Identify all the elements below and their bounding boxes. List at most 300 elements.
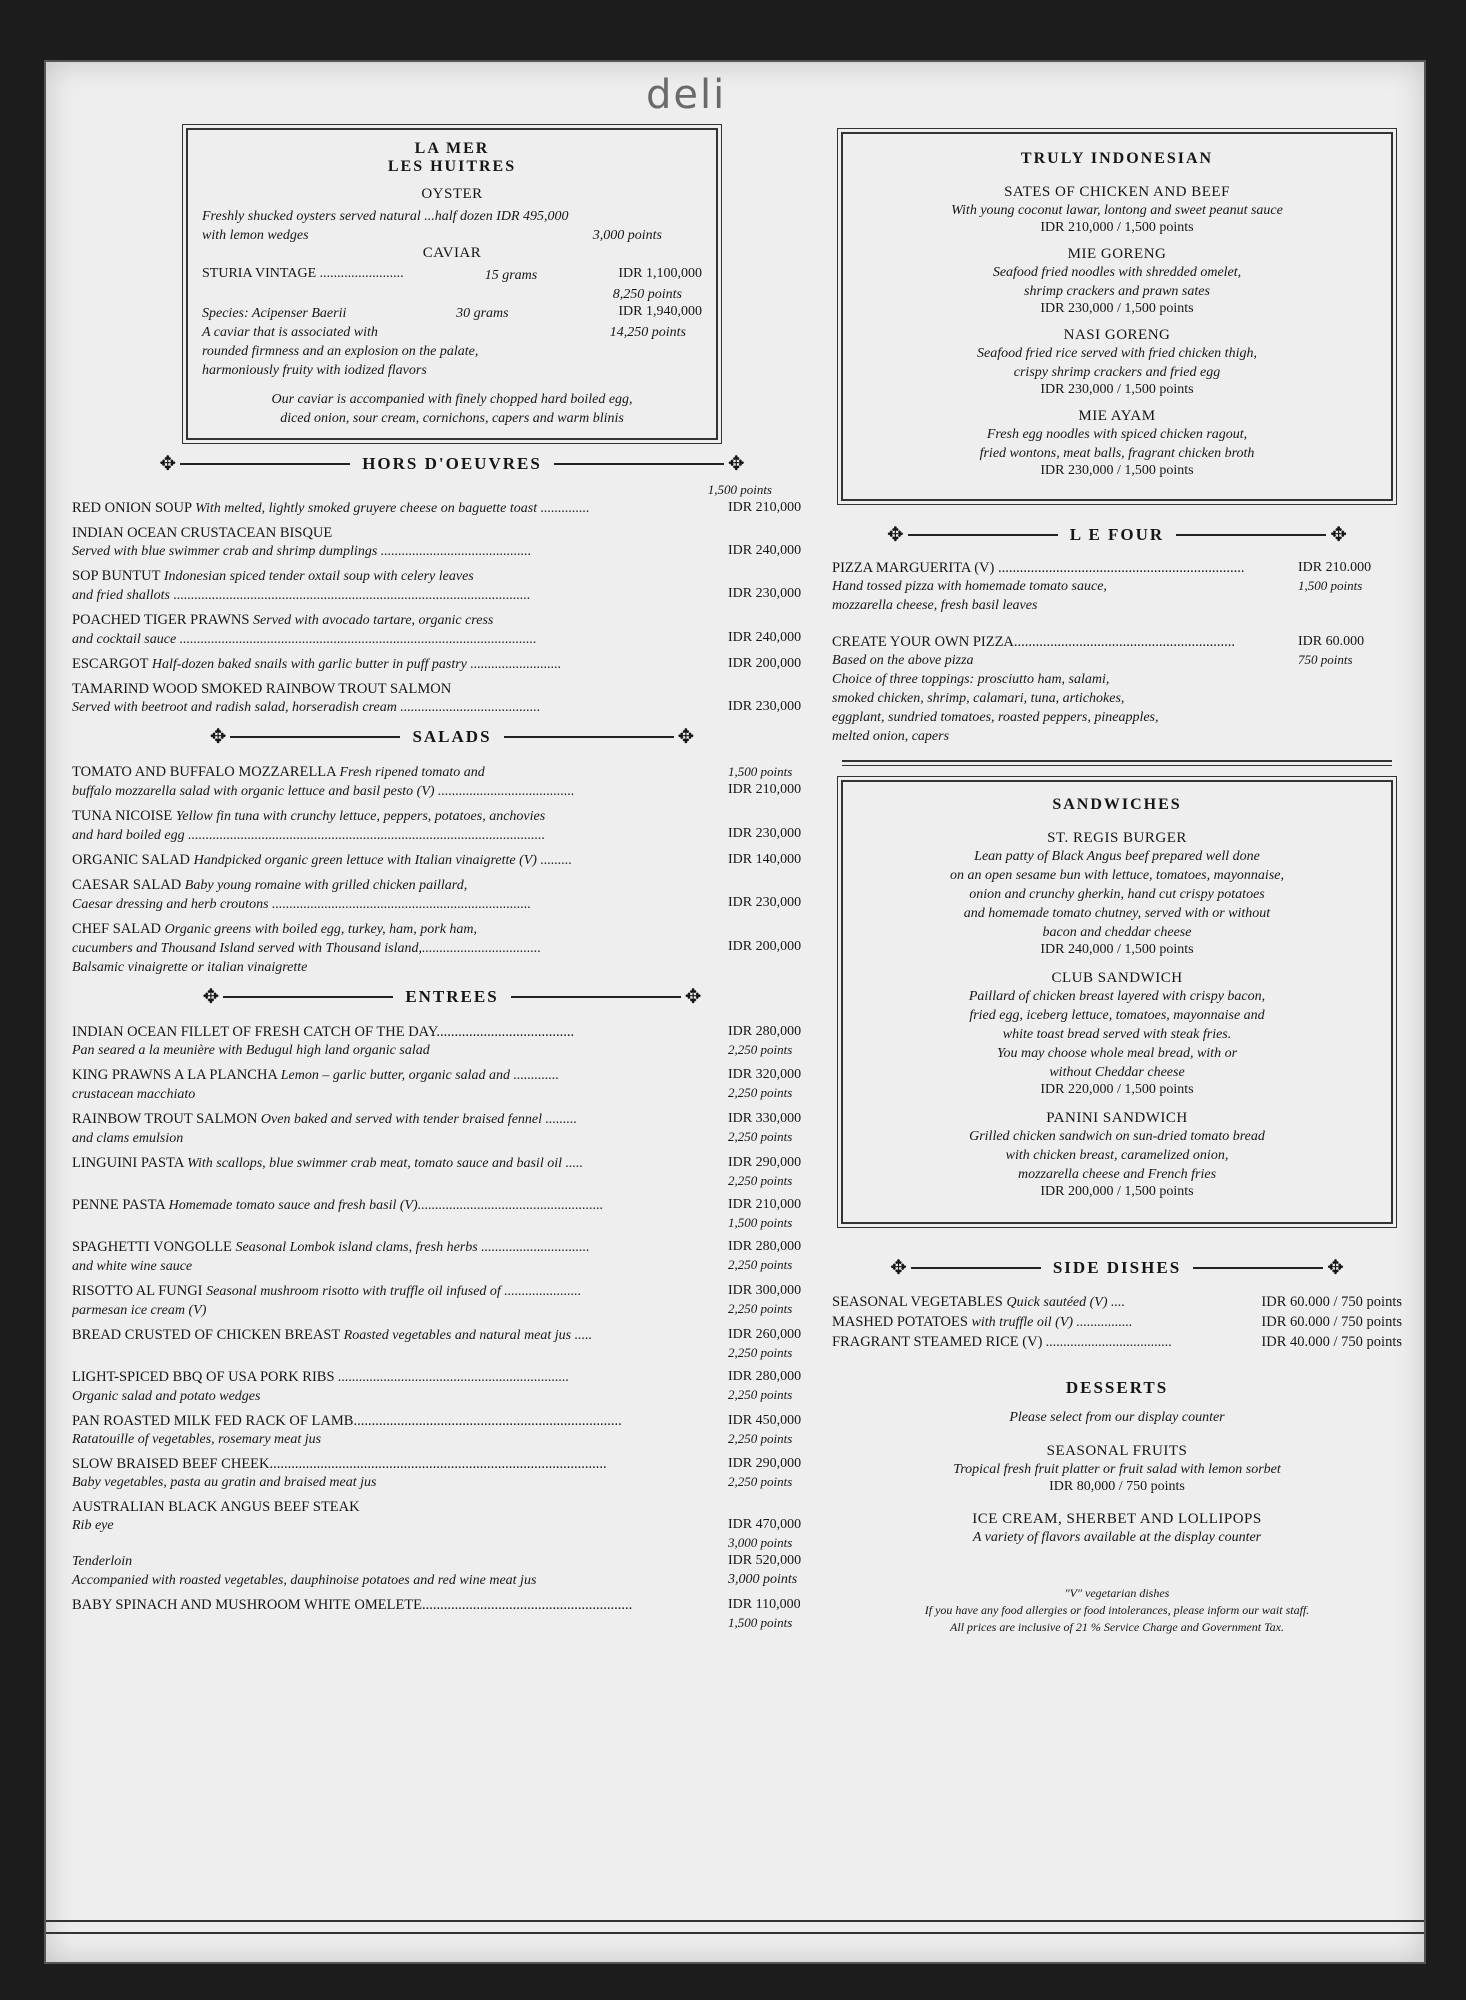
menu-item-name: LIGHT-SPICED BBQ OF USA PORK RIBS	[72, 1369, 335, 1385]
pizza-points: 1,500 points	[1298, 578, 1363, 593]
menu-item-price: IDR 290,000	[728, 1456, 802, 1471]
pizza-name: PIZZA MARGUERITA (V) ....................................................................	[832, 560, 1245, 576]
side-dish-name: SEASONAL VEGETABLES	[832, 1294, 1003, 1310]
menu-item-row	[72, 1412, 832, 1449]
sandwiches-list	[857, 830, 1377, 1200]
tender-label: Tenderloin	[72, 1554, 133, 1569]
species-row	[202, 304, 702, 323]
menu-item-line	[72, 763, 720, 782]
menu-item-row	[72, 1326, 832, 1362]
four-heading: L E FOUR	[1069, 525, 1165, 544]
menu-item-desc-2: Baby vegetables, pasta au gratin and braised meat jus	[72, 1475, 377, 1490]
create-name: CREATE YOUR OWN PIZZA.............................................................	[832, 634, 1236, 650]
deli-logo: deli	[646, 72, 727, 118]
hors-list	[72, 499, 832, 717]
menu-item-line	[72, 1110, 720, 1129]
menu-item-desc-2: buffalo mozzarella salad with organic lettuce and basil pesto (V) .......................................	[72, 784, 575, 799]
ornament-icon: ✥	[890, 1257, 907, 1279]
caviar-desc-1: A caviar that is associated with	[202, 325, 378, 340]
menu-item-text	[72, 763, 728, 801]
menu-item-price-block	[728, 920, 832, 956]
truly-item-name: MIE AYAM	[1078, 408, 1156, 424]
side-dish-name: FRAGRANT STEAMED RICE (V)	[832, 1334, 1043, 1350]
menu-item-line	[72, 1282, 720, 1301]
truly-item-desc-1: Seafood fried noodles with shredded omelet,	[992, 265, 1242, 280]
menu-item-points: 2,250 points	[728, 1173, 793, 1188]
truly-item	[857, 408, 1377, 479]
menu-item-line	[72, 1154, 720, 1173]
left-column	[72, 124, 832, 1638]
menu-item-price: IDR 200,000	[728, 656, 802, 671]
menu-item-desc: Organic greens with boiled egg, turkey, ham, pork ham,	[164, 922, 478, 937]
menu-item-row	[72, 680, 832, 717]
ornament-icon: ✥	[159, 453, 177, 475]
menu-item-desc-2: and cocktail sauce ......................................................................................................	[72, 632, 537, 647]
menu-item-text	[72, 851, 728, 870]
truly-item-desc-1: Seafood fried rice served with fried chicken thigh,	[977, 346, 1257, 361]
salads-heading: SALADS	[412, 727, 492, 746]
create-desc-1: Based on the above pizza	[832, 653, 974, 668]
salads-list	[72, 763, 832, 977]
hors-separator	[72, 454, 832, 474]
side-dish-desc: Quick sautéed (V) ....	[1006, 1295, 1126, 1310]
menu-item-price-block	[728, 524, 832, 560]
menu-item-price-block	[728, 1282, 832, 1318]
menu-item-line	[72, 807, 720, 826]
ornament-icon: ✥	[1330, 524, 1347, 546]
sturia-row	[202, 266, 702, 285]
sandwiches-title: SANDWICHES	[1052, 796, 1182, 813]
menu-item-points: 2,250 points	[728, 1387, 793, 1402]
truly-item-price: IDR 230,000 / 1,500 points	[1040, 301, 1194, 316]
rib-points: 3,000 points	[728, 1535, 793, 1550]
menu-item-text	[72, 567, 728, 605]
menu-item-line	[72, 1066, 720, 1085]
menu-item-text	[72, 1326, 728, 1345]
menu-item-row	[72, 1196, 832, 1232]
sandwich-desc-line: and homemade tomato chutney, served with or without	[963, 906, 1271, 921]
menu-item-points: 1,500 points	[728, 764, 793, 779]
menu-item-price-block	[728, 1023, 832, 1059]
side-dish-price: IDR 40.000 / 750 points	[1261, 1334, 1402, 1350]
menu-item-price: IDR 280,000	[728, 1369, 802, 1384]
menu-item-row	[72, 1154, 832, 1190]
bottom-divider	[46, 1920, 1424, 1922]
menu-item-line	[72, 567, 720, 586]
caviar-note-1: Our caviar is accompanied with finely chopped hard boiled egg,	[271, 392, 633, 407]
truly-title: TRULY INDONESIAN	[1020, 150, 1214, 167]
menu-item-price: IDR 300,000	[728, 1283, 802, 1298]
create-desc-4: eggplant, sundried tomatoes, roasted peppers, pineapples,	[832, 710, 1159, 725]
menu-item-name: PENNE PASTA	[72, 1197, 165, 1213]
pizza-desc-1: Hand tossed pizza with homemade tomato sauce,	[832, 579, 1107, 594]
menu-item-price-block	[728, 499, 832, 517]
side-dish-price: IDR 60.000 / 750 points	[1261, 1314, 1402, 1330]
ornament-icon: ✥	[1327, 1257, 1344, 1279]
sandwich-item	[857, 970, 1377, 1098]
menu-item-desc-2: crustacean macchiato	[72, 1087, 196, 1102]
menu-item-name: SOP BUNTUT	[72, 568, 161, 584]
fruits-name: SEASONAL FRUITS	[1046, 1443, 1188, 1459]
sides-heading: SIDE DISHES	[1052, 1258, 1182, 1277]
menu-item-line	[72, 524, 720, 542]
menu-item-desc-2: Organic salad and potato wedges	[72, 1389, 261, 1404]
menu-item-price-block	[728, 763, 832, 799]
menu-item-points: 2,250 points	[728, 1345, 793, 1360]
rib-price: IDR 470,000	[728, 1517, 802, 1532]
menu-item-price: IDR 450,000	[728, 1413, 802, 1428]
sandwich-desc-line: bacon and cheddar cheese	[1042, 925, 1192, 940]
rib-label: Rib eye	[72, 1518, 114, 1533]
menu-item-text	[72, 1282, 728, 1320]
create-desc-5: melted onion, capers	[832, 729, 950, 744]
bottom-divider-2	[46, 1932, 1424, 1934]
oyster-points: 3,000 points	[592, 228, 662, 243]
side-dish-row	[822, 1332, 1412, 1352]
beef-name: AUSTRALIAN BLACK ANGUS BEEF STEAK	[72, 1499, 360, 1515]
menu-item-text	[72, 524, 728, 561]
ice-name: ICE CREAM, SHERBET AND LOLLIPOPS	[972, 1511, 1262, 1527]
sandwich-desc-line: Paillard of chicken breast layered with crispy bacon,	[968, 989, 1266, 1004]
rib-price-block	[728, 1516, 832, 1552]
menu-item-name: KING PRAWNS A LA PLANCHA	[72, 1067, 278, 1083]
menu-item-text	[72, 1023, 728, 1060]
menu-item-text	[72, 655, 728, 674]
menu-item-text	[72, 807, 728, 845]
menu-item-desc-2: Ratatouille of vegetables, rosemary meat jus	[72, 1432, 322, 1447]
truly-item-desc-1: With young coconut lawar, lontong and sweet peanut sauce	[951, 203, 1283, 218]
sandwich-desc-line: mozzarella cheese and French fries	[1017, 1167, 1217, 1182]
menu-item-price: IDR 330,000	[728, 1111, 802, 1126]
menu-item-price: IDR 210,000	[728, 500, 802, 515]
sandwich-item	[857, 830, 1377, 958]
sandwich-desc-line: Grilled chicken sandwich on sun-dried tomato bread	[969, 1129, 1265, 1144]
menu-item-desc: Seasonal Lombok island clams, fresh herbs ...............................	[235, 1240, 590, 1255]
menu-item-price-block	[728, 680, 832, 716]
rib-row	[72, 1516, 832, 1552]
truly-item-desc-2: shrimp crackers and prawn sates	[1024, 284, 1210, 299]
menu-item-name: TUNA NICOISE	[72, 808, 173, 824]
menu-item-name: LINGUINI PASTA	[72, 1155, 184, 1171]
sandwich-name: CLUB SANDWICH	[1051, 970, 1183, 986]
menu-item-desc: Handpicked organic green lettuce with Italian vinaigrette (V) .........	[193, 853, 572, 868]
la-mer-title: LA MER	[414, 140, 490, 157]
menu-item-price: IDR 140,000	[728, 852, 802, 867]
sandwich-price: IDR 200,000 / 1,500 points	[1040, 1184, 1194, 1199]
truly-item-desc-2: crispy shrimp crackers and fried egg	[1013, 365, 1221, 380]
menu-item-desc: Baby young romaine with grilled chicken paillard,	[184, 878, 468, 893]
menu-item-name: BREAD CRUSTED OF CHICKEN BREAST	[72, 1327, 341, 1343]
sandwich-name: PANINI SANDWICH	[1046, 1110, 1188, 1126]
side-dish-desc: ....................................	[1046, 1335, 1173, 1350]
four-section	[822, 559, 1412, 746]
side-dish-row	[822, 1292, 1412, 1312]
menu-item-price-block	[728, 1412, 832, 1448]
menu-item-price: IDR 290,000	[728, 1155, 802, 1170]
ornament-icon: ✥	[677, 726, 695, 748]
sandwich-desc-line: with chicken breast, caramelized onion,	[1005, 1148, 1229, 1163]
menu-item-name: TAMARIND WOOD SMOKED RAINBOW TROUT SALMON	[72, 681, 452, 697]
menu-item-desc: Half-dozen baked snails with garlic butter in puff pastry ..........................	[151, 657, 562, 672]
menu-item-text	[72, 611, 728, 649]
beef-row	[72, 1498, 832, 1516]
menu-item-price: IDR 240,000	[728, 543, 802, 558]
sandwich-desc-line: fried egg, iceberg lettuce, tomatoes, mayonnaise and	[969, 1008, 1265, 1023]
menu-item-desc: Yellow fin tuna with crunchy lettuce, peppers, potatoes, anchovies	[175, 809, 546, 824]
tender-row	[72, 1552, 832, 1571]
menu-item-row	[72, 1368, 832, 1406]
hors-heading: HORS D'OEUVRES	[362, 454, 542, 473]
menu-item-name: CHEF SALAD	[72, 921, 162, 937]
menu-item-desc-2: and fried shallots ......................................................................................................	[72, 588, 531, 603]
menu-item-desc-2: Served with blue swimmer crab and shrimp dumplings ...........................................	[72, 544, 532, 559]
tax-note: All prices are inclusive of 21 % Service Charge and Government Tax.	[950, 1620, 1284, 1634]
omelete-row	[72, 1596, 832, 1632]
omelete-price: IDR 110,000	[728, 1597, 801, 1612]
menu-item-price-block	[728, 876, 832, 912]
create-price: IDR 60.000	[1298, 634, 1365, 649]
menu-item-name: CAESAR SALAD	[72, 877, 182, 893]
menu-item-price: IDR 240,000	[728, 630, 802, 645]
menu-item-price: IDR 320,000	[728, 1067, 802, 1082]
menu-item-row	[72, 851, 832, 870]
menu-item-price-block	[728, 1326, 832, 1362]
sandwich-name: ST. REGIS BURGER	[1047, 830, 1187, 846]
menu-item-row	[72, 876, 832, 914]
sandwich-item	[857, 1110, 1377, 1200]
truly-item-price: IDR 230,000 / 1,500 points	[1040, 382, 1194, 397]
menu-sheet	[44, 60, 1426, 1964]
menu-item-desc-2: parmesan ice cream (V)	[72, 1303, 207, 1318]
menu-item-row	[72, 763, 832, 801]
beef-accomp: Accompanied with roasted vegetables, dauphinoise potatoes and red wine meat jus	[72, 1573, 537, 1588]
side-dish-text	[832, 1332, 1172, 1352]
sturia-qty: 15 grams	[484, 268, 538, 283]
menu-item-price: IDR 280,000	[728, 1024, 802, 1039]
menu-item-name: POACHED TIGER PRAWNS	[72, 612, 250, 628]
four-separator	[822, 525, 1412, 545]
menu-item-name: RED ONION SOUP	[72, 500, 192, 516]
menu-item-text	[72, 1412, 728, 1449]
side-dish-price: IDR 60.000 / 750 points	[1261, 1294, 1402, 1310]
truly-item	[857, 327, 1377, 398]
menu-item-price-block	[728, 807, 832, 843]
omelete-price-block	[728, 1596, 832, 1632]
species-text: Species: Acipenser Baerii	[202, 306, 347, 321]
caviar-desc-row	[202, 323, 702, 342]
truly-item-name: NASI GORENG	[1063, 327, 1171, 343]
menu-item-text	[72, 1066, 728, 1104]
menu-item-desc: Roasted vegetables and natural meat jus .....	[343, 1328, 593, 1343]
side-dish-text	[832, 1312, 1133, 1332]
menu-item-line	[72, 655, 720, 674]
desserts-intro: Please select from our display counter	[1009, 1410, 1225, 1425]
menu-item-price-block	[728, 1455, 832, 1491]
menu-item-row	[72, 499, 832, 518]
menu-item-price-block	[728, 851, 832, 869]
menu-item-text	[72, 876, 728, 914]
menu-item-name: INDIAN OCEAN CRUSTACEAN BISQUE	[72, 525, 333, 541]
menu-item-price-block	[728, 567, 832, 603]
species-qty: 30 grams	[456, 306, 509, 321]
ornament-icon: ✥	[202, 986, 220, 1008]
menu-item-desc: With scallops, blue swimmer crab meat, tomato sauce and basil oil .....	[187, 1156, 583, 1171]
menu-item-price-block	[728, 1154, 832, 1190]
menu-item-desc: Lemon – garlic butter, organic salad and .............	[280, 1068, 560, 1083]
menu-item-points: 2,250 points	[728, 1474, 793, 1489]
menu-item-name: ORGANIC SALAD	[72, 852, 191, 868]
menu-item-row	[72, 1455, 832, 1492]
oyster-row	[202, 226, 702, 245]
side-dish-row	[822, 1312, 1412, 1332]
fruits-price: IDR 80,000 / 750 points	[1049, 1479, 1185, 1494]
truly-item-desc-2: fried wontons, meat balls, fragrant chicken broth	[979, 446, 1255, 461]
menu-item-price: IDR 230,000	[728, 826, 802, 841]
omelete-name: BABY SPINACH AND MUSHROOM WHITE OMELETE..........................................................	[72, 1597, 633, 1613]
menu-item-line	[72, 851, 720, 870]
menu-item-line	[72, 1238, 720, 1257]
tender-points: 3,000 points	[728, 1572, 798, 1587]
menu-item-line	[72, 1368, 720, 1387]
create-desc-3: smoked chicken, shrimp, calamari, tuna, artichokes,	[832, 691, 1125, 706]
menu-item-points: 2,250 points	[728, 1431, 793, 1446]
la-mer-box	[186, 128, 718, 440]
menu-item-name: SPAGHETTI VONGOLLE	[72, 1239, 232, 1255]
menu-item-desc: Homemade tomato sauce and fresh basil (V).....................................................	[168, 1198, 604, 1213]
menu-item-text	[72, 920, 728, 977]
menu-item-line	[72, 611, 720, 630]
menu-item-desc-2: Served with beetroot and radish salad, horseradish cream ........................................	[72, 700, 541, 715]
menu-item-name: RAINBOW TROUT SALMON	[72, 1111, 258, 1127]
menu-item-line	[72, 1023, 720, 1041]
menu-item-price-block	[728, 1110, 832, 1146]
menu-item-text	[72, 1368, 728, 1406]
four-divider	[842, 760, 1392, 766]
sandwiches-box	[841, 780, 1393, 1224]
menu-item-desc: Oven baked and served with tender braised fennel .........	[260, 1112, 578, 1127]
menu-item-line	[72, 920, 720, 939]
menu-item-line	[72, 680, 720, 698]
menu-item-price: IDR 200,000	[728, 939, 802, 954]
menu-item-points: 2,250 points	[728, 1042, 793, 1057]
sides-list	[822, 1292, 1412, 1352]
menu-item-price: IDR 260,000	[728, 1327, 802, 1342]
accomp-row	[72, 1571, 832, 1590]
menu-item-line	[72, 1412, 720, 1430]
menu-item-name: ESCARGOT	[72, 656, 149, 672]
caviar-points: 14,250 points	[609, 325, 686, 340]
menu-item-points: 2,250 points	[728, 1085, 793, 1100]
entrees-list	[72, 1023, 832, 1492]
truly-item-name: SATES OF CHICKEN AND BEEF	[1004, 184, 1230, 200]
truly-box	[841, 132, 1393, 501]
entrees-separator	[72, 987, 832, 1007]
menu-item-price: IDR 210,000	[728, 782, 802, 797]
menu-item-price: IDR 230,000	[728, 895, 802, 910]
create-desc-2: Choice of three toppings: prosciutto ham, salami,	[832, 672, 1110, 687]
create-price-block	[1298, 633, 1402, 669]
menu-item-price-block	[728, 655, 832, 673]
menu-item-row	[72, 1023, 832, 1060]
menu-item-desc: Fresh ripened tomato and	[339, 765, 485, 780]
ornament-icon: ✥	[684, 986, 702, 1008]
ornament-icon: ✥	[727, 453, 745, 475]
menu-item-price-block	[728, 611, 832, 647]
menu-item-row	[72, 1110, 832, 1148]
menu-item-line	[72, 499, 720, 518]
menu-item-desc: Indonesian spiced tender oxtail soup with celery leaves	[163, 569, 474, 584]
sandwich-desc-line: without Cheddar cheese	[1049, 1065, 1185, 1080]
menu-item-price: IDR 280,000	[728, 1239, 802, 1254]
menu-item-text	[72, 1238, 728, 1276]
menu-item-price-block	[728, 1196, 832, 1232]
menu-item-price: IDR 230,000	[728, 699, 802, 714]
truly-list	[857, 184, 1377, 479]
menu-item-row	[72, 1238, 832, 1276]
entrees-heading: ENTREES	[405, 987, 499, 1006]
menu-item-text	[72, 1110, 728, 1148]
ice-desc: A variety of flavors available at the display counter	[972, 1530, 1262, 1545]
truly-item	[857, 184, 1377, 236]
truly-item-name: MIE GORENG	[1067, 246, 1167, 262]
menu-item-text	[72, 680, 728, 717]
menu-item-line	[72, 876, 720, 895]
create-points: 750 points	[1298, 652, 1353, 667]
caviar-heading: CAVIAR	[422, 245, 482, 261]
sturia-points: 8,250 points	[612, 287, 682, 302]
sandwich-price: IDR 240,000 / 1,500 points	[1040, 942, 1194, 957]
truly-item-desc-1: Fresh egg noodles with spiced chicken ragout,	[986, 427, 1248, 442]
truly-item	[857, 246, 1377, 317]
menu-item-name: PAN ROASTED MILK FED RACK OF LAMB..........................................................................	[72, 1413, 622, 1429]
caviar-desc-2: rounded firmness and an explosion on the palate,	[202, 344, 479, 359]
pizza-price: IDR 210.000	[1298, 560, 1372, 575]
menu-item-desc-2: and white wine sauce	[72, 1259, 193, 1274]
menu-item-desc: With melted, lightly smoked gruyere cheese on baguette toast ..............	[195, 501, 590, 516]
truly-item-price: IDR 230,000 / 1,500 points	[1040, 463, 1194, 478]
sturia-name: STURIA VINTAGE ........................	[202, 266, 404, 281]
ornament-icon: ✥	[209, 726, 227, 748]
veg-note: "V" vegetarian dishes	[1064, 1586, 1170, 1600]
salads-separator	[72, 727, 832, 747]
truly-item-price: IDR 210,000 / 1,500 points	[1040, 220, 1194, 235]
oyster-heading: OYSTER	[421, 186, 483, 202]
hors-points-top: 1,500 points	[707, 482, 772, 497]
menu-item-row	[72, 1282, 832, 1320]
menu-item-points: 2,250 points	[728, 1129, 793, 1144]
menu-item-price: IDR 230,000	[728, 586, 802, 601]
omelete-points: 1,500 points	[728, 1615, 793, 1630]
side-dish-text	[832, 1292, 1125, 1312]
menu-item-name: SLOW BRAISED BEEF CHEEK.............................................................................................	[72, 1456, 607, 1472]
menu-item-desc-2: and clams emulsion	[72, 1131, 184, 1146]
menu-item-text	[72, 1455, 728, 1492]
sturia-price: IDR 1,100,000	[618, 266, 702, 281]
fruits-desc: Tropical fresh fruit platter or fruit salad with lemon sorbet	[953, 1462, 1281, 1477]
menu-item-desc: ..................................................................	[338, 1370, 570, 1385]
menu-item-row	[72, 655, 832, 674]
menu-item-row	[72, 807, 832, 845]
menu-item-desc-2: cucumbers and Thousand Island served with Thousand island,..................................	[72, 941, 541, 956]
menu-item-row	[72, 920, 832, 977]
menu-item-row	[72, 611, 832, 649]
sandwich-desc-line: on an open sesame bun with lettuce, tomatoes, mayonnaise,	[949, 868, 1284, 883]
menu-item-desc: Seasonal mushroom risotto with truffle oil infused of ......................	[206, 1284, 582, 1299]
menu-item-price-block	[728, 1238, 832, 1274]
menu-item-row	[72, 567, 832, 605]
allergy-note: If you have any food allergies or food intolerances, please inform our wait staff.	[924, 1603, 1310, 1617]
sides-separator	[822, 1258, 1412, 1278]
